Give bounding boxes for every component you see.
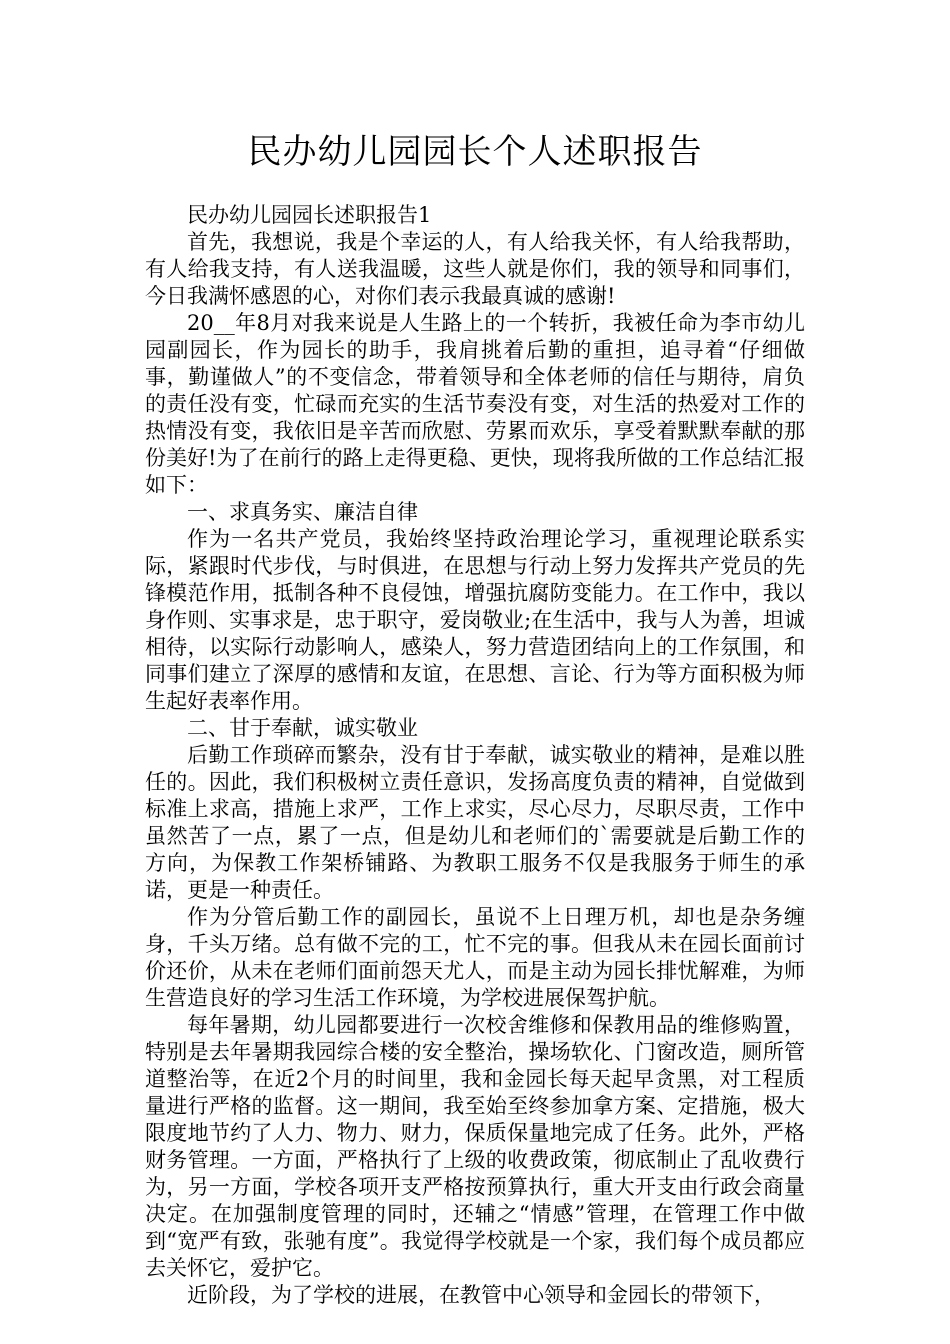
paragraph-recent-stage: 近阶段，为了学校的进展，在教管中心领导和金园长的带领下， bbox=[187, 1283, 775, 1307]
document-title: 民办幼儿园园长个人述职报告 bbox=[247, 132, 703, 172]
document-page bbox=[145, 124, 805, 1309]
paragraph-appointment: 20__年8月对我来说是人生路上的一个转折，我被任命为李市幼儿园副园长，作为园长的助手，我肩挑着后勤的重担，追寻着“仔细做事，勤谨做人”的不变信念，带着领导和全体老师的信任与期待，肩负的责任没有变，忙碌而充实的生活节奏没有变，对生活的热爱对工作的热情没有变，我依旧是辛苦而欣慰、劳累而欢乐，享受着默默奉献的那份美好!为了在前行的路上走得更稳、更快，现将我所做的工作总结汇报如下： bbox=[145, 311, 805, 497]
section-heading-1: 一、求真务实、廉洁自律 bbox=[187, 500, 418, 524]
paragraph-party-member: 作为一名共产党员，我始终坚持政治理论学习，重视理论联系实际，紧跟时代步伐，与时俱进，在思想与行动上努力发挥共产党员的先锋模范作用，抵制各种不良侵蚀，增强抗腐防变能力。在工作中，我以身作则、实事求是，忠于职守，爱岗敬业;在生活中，我与人为善，坦诚相待，以实际行动影响人，感染人，努力营造团结向上的工作氛围，和同事们建立了深厚的感情和友谊，在思想、言论、行为等方面积极为师生起好表率作用。 bbox=[145, 527, 805, 713]
paragraph-summer-maintenance: 每年暑期，幼儿园都要进行一次校舍维修和保教用品的维修购置，特别是去年暑期我园综合楼的安全整治，操场软化、门窗改造，厕所管道整治等，在近2个月的时间里，我和金园长每天起早贪黑，对工程质量进行严格的监督。这一期间，我至始至终参加拿方案、定措施，极大限度地节约了人力、物力、财力，保质保量地完成了任务。此外，严格财务管理。一方面，严格执行了上级的收费政策，彻底制止了乱收费行为，另一方面，学校各项开支严格按预算执行，重大开支由行政会商量决定。在加强制度管理的同时，还辅之“情感”管理，在管理工作中做到“宽严有致，张驰有度”。我觉得学校就是一个家，我们每个成员都应去关怀它，爱护它。 bbox=[145, 1013, 805, 1280]
section-heading-2: 二、甘于奉献，诚实敬业 bbox=[187, 716, 418, 740]
document-body bbox=[145, 202, 805, 1309]
paragraph-logistics: 后勤工作琐碎而繁杂，没有甘于奉献，诚实敬业的精神，是难以胜任的。因此，我们积极树立责任意识，发扬高度负责的精神，自觉做到标准上求高，措施上求严，工作上求实，尽心尽力，尽职尽责，工作中虽然苦了一点，累了一点，但是幼儿和老师们的`需要就是后勤工作的方向，为保教工作架桥铺路、为教职工服务不仅是我服务于师生的承诺，更是一种责任。 bbox=[145, 743, 805, 902]
report-subtitle: 民办幼儿园园长述职报告1 bbox=[187, 203, 432, 227]
paragraph-vice-principal: 作为分管后勤工作的副园长，虽说不上日理万机，却也是杂务缠身，千头万绪。总有做不完的工，忙不完的事。但我从未在园长面前讨价还价，从未在老师们面前怨天尤人，而是主动为园长排忧解难，为师生营造良好的学习生活工作环境，为学校进展保驾护航。 bbox=[145, 905, 805, 1010]
paragraph-gratitude: 首先，我想说，我是个幸运的人，有人给我关怀，有人给我帮助，有人给我支持，有人送我温暖，这些人就是你们，我的领导和同事们，今日我满怀感恩的心，对你们表示我最真诚的感谢! bbox=[145, 230, 805, 308]
